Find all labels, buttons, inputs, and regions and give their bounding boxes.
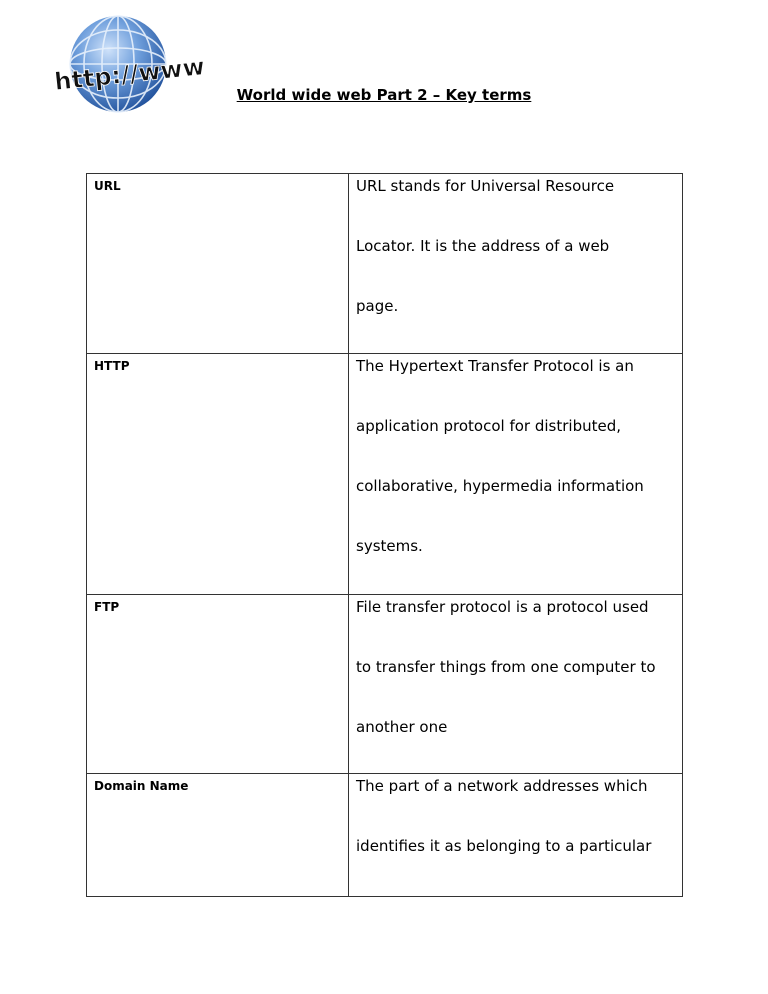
page-title: World wide web Part 2 – Key terms — [236, 86, 532, 104]
term-definition: File transfer protocol is a protocol used to transfer things from one computer to another one — [356, 598, 656, 736]
table-row — [87, 354, 683, 595]
term-label: Domain Name — [94, 779, 189, 793]
term-label: HTTP — [94, 359, 130, 373]
term-cell — [87, 354, 349, 595]
term-definition: The Hypertext Transfer Protocol is an application protocol for distributed, collaborative, hypermedia information systems. — [356, 357, 644, 555]
term-definition: The part of a network addresses which identifies it as belonging to a particular — [356, 777, 652, 855]
definition-cell — [349, 595, 683, 774]
table-row — [87, 774, 683, 897]
table-row — [87, 595, 683, 774]
definition-cell — [349, 354, 683, 595]
term-cell — [87, 174, 349, 354]
term-definition: URL stands for Universal Resource Locator. It is the address of a web page. — [356, 177, 615, 315]
key-terms-table — [86, 173, 683, 897]
table-row — [87, 174, 683, 354]
definition-cell — [349, 774, 683, 897]
logo-text: http://www — [53, 52, 207, 96]
term-cell — [87, 774, 349, 897]
term-label: FTP — [94, 600, 120, 614]
term-label: URL — [94, 179, 121, 193]
term-cell — [87, 595, 349, 774]
globe-icon — [52, 10, 207, 122]
definition-cell — [349, 174, 683, 354]
globe-logo — [52, 10, 207, 122]
